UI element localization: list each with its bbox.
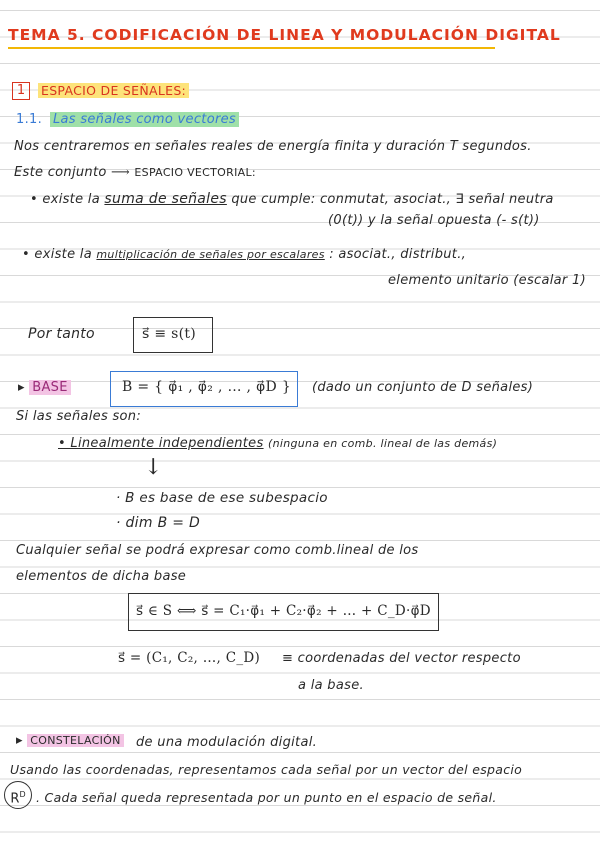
comb-lineal-formula: s⃗ ∈ S ⟺ s⃗ = C₁·φ⃗₁ + C₂·φ⃗₂ + … + C_D·φ⃗D	[136, 603, 431, 619]
result-base: · B es base de ese subespacio	[116, 490, 328, 506]
por-tanto-formula: s⃗ ≡ s(t)	[142, 326, 197, 342]
base-label: ▸ BASE	[18, 380, 71, 395]
subsection-title: Las señales como vectores	[50, 112, 239, 127]
cualquier-senal: Cualquier señal se podrá expresar como comb.lineal de los	[16, 543, 419, 558]
usando-coordenadas: Usando las coordenadas, representamos cada señal por un vector del espacio	[10, 762, 523, 777]
bullet-suma: • existe la suma de señales que cumple: conmutat, asociat., ∃ señal neutra	[30, 191, 554, 207]
bullet-multiplicacion-cont: elemento unitario (escalar 1)	[388, 273, 586, 288]
constelacion-text: de una modulación digital.	[136, 735, 318, 750]
base-formula: B = { φ⃗₁ , φ⃗₂ , … , φ⃗D }	[122, 379, 292, 395]
elementos-base: elementos de dicha base	[16, 569, 187, 584]
arrow-down-icon: ↓	[144, 455, 163, 480]
subsection-number: 1.1.	[16, 112, 43, 127]
bullet-multiplicacion: • existe la multiplicación de señales por escalares : asociat., distribut.,	[22, 247, 467, 262]
cada-senal-punto: . Cada señal queda representada por un punto en el espacio de señal.	[36, 790, 497, 805]
coord-text-1: ≡ coordenadas del vector respecto	[282, 651, 521, 666]
linealmente-independientes: • Linealmente independientes (ninguna en comb. lineal de las demás)	[58, 436, 498, 451]
section-title: ESPACIO DE SEÑALES:	[38, 83, 189, 98]
result-dim: · dim B = D	[116, 515, 201, 531]
coord-formula: s⃗ = (C₁, C₂, …, C_D)	[118, 650, 261, 666]
rd-circle: $R^D$	[4, 781, 32, 809]
page-title: TEMA 5. CODIFICACIÓN DE LINEA Y MODULACIÓN DIGITAL	[8, 26, 561, 44]
por-tanto: Por tanto	[28, 326, 95, 342]
title-underline	[8, 47, 495, 49]
text-line-1: Nos centraremos en señales reales de energía finita y duración T segundos.	[14, 139, 532, 154]
text-line-2: Este conjunto ⟶ ESPACIO VECTORIAL:	[14, 165, 256, 180]
si-las-senales: Si las señales son:	[16, 409, 142, 424]
bullet-suma-cont: (0(t)) y la señal opuesta (- s(t))	[328, 213, 540, 228]
section-number: 1	[12, 82, 30, 100]
constelacion-label: ▸ CONSTELACIÓN	[16, 733, 124, 748]
base-note: (dado un conjunto de D señales)	[312, 380, 534, 395]
coord-text-2: a la base.	[298, 678, 364, 693]
